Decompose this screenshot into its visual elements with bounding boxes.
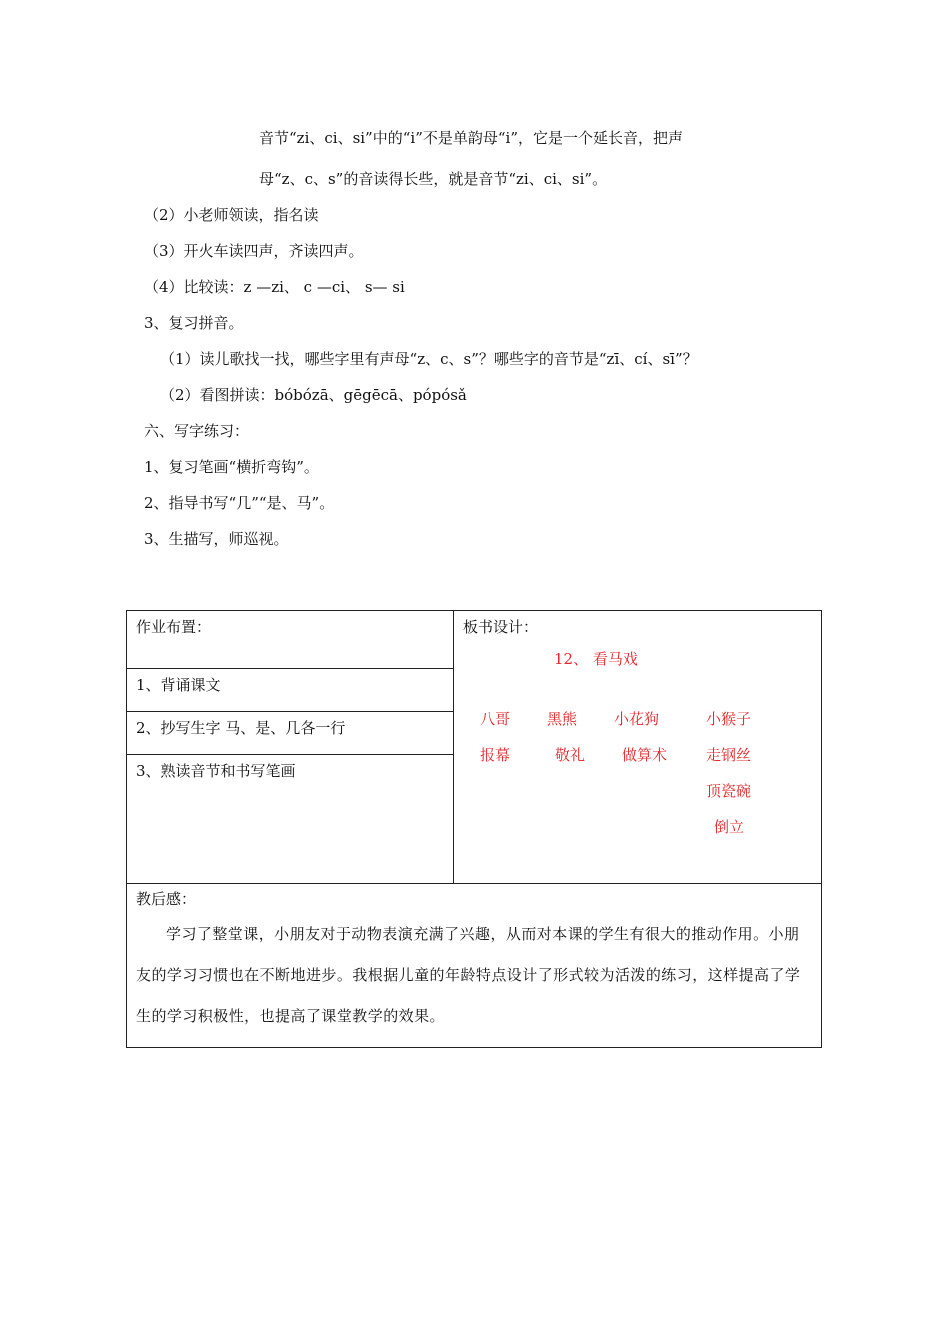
lesson-plan-table — [126, 610, 822, 1048]
board-word: 敬礼 — [555, 746, 586, 764]
board-word: 小花狗 — [614, 710, 660, 728]
board-title: 板书设计： — [463, 618, 539, 636]
board-word: 倒立 — [714, 818, 745, 836]
step-item: （4）比较读：z —zi、 c —ci、 s— si — [144, 278, 405, 296]
homework-header-cell — [127, 611, 454, 669]
homework-item: 2、抄写生字 马、是、几各一行 — [136, 719, 346, 738]
board-heading: 12、 看马戏 — [554, 650, 638, 668]
board-word: 走钢丝 — [706, 746, 752, 764]
section-item: 1、复习笔画“横折弯钩”。 — [144, 458, 319, 476]
homework-cell — [127, 669, 454, 712]
step-item: （2）小老师领读，指名读 — [144, 206, 319, 224]
reflection-text: 学习了整堂课，小朋友对于动物表演充满了兴趣，从而对本课的学生有很大的推动作用。小朋友的学习习惯也在不断地进步。我根据儿童的年龄特点设计了形式较为活泼的练习，这样提高了学生的学习积极性，也提高了课堂教学的效果。 — [136, 925, 801, 1025]
section-item: 2、指导书写“几”“是、马”。 — [144, 494, 335, 512]
homework-title: 作业布置： — [136, 618, 212, 636]
board-word: 报幕 — [480, 746, 511, 764]
board-word: 黑熊 — [547, 710, 578, 728]
board-word: 小猴子 — [706, 710, 752, 728]
homework-cell — [127, 754, 454, 883]
step-item: （2）看图拼读：bóbózā、gēgēcā、pópósǎ — [160, 386, 467, 404]
board-design-cell — [454, 611, 822, 884]
homework-item: 1、背诵课文 — [136, 676, 221, 695]
section-item: 3、复习拼音。 — [144, 314, 244, 332]
homework-item: 3、熟读音节和书写笔画 — [136, 761, 296, 780]
body-text-line: 音节“zi、ci、si”中的“i”不是单韵母“i”，它是一个延长音，把声 — [259, 129, 684, 147]
step-item: （3）开火车读四声，齐读四声。 — [144, 242, 364, 260]
homework-cell — [127, 712, 454, 755]
step-item: （1）读儿歌找一找，哪些字里有声母“z、c、s”？哪些字的音节是“zī、cí、sī”？ — [160, 350, 698, 368]
reflection-title: 教后感： — [136, 890, 197, 908]
body-text-line: 母“z、c、s”的音读得长些，就是音节“zi、ci、si”。 — [259, 170, 608, 188]
board-content — [454, 643, 821, 883]
reflection-cell — [127, 884, 822, 1048]
board-word: 顶瓷碗 — [706, 782, 752, 800]
board-word: 做算术 — [622, 746, 668, 764]
section-item: 3、生描写，师巡视。 — [144, 530, 289, 548]
board-word: 八哥 — [480, 710, 511, 728]
section-heading: 六、写字练习： — [144, 422, 250, 440]
